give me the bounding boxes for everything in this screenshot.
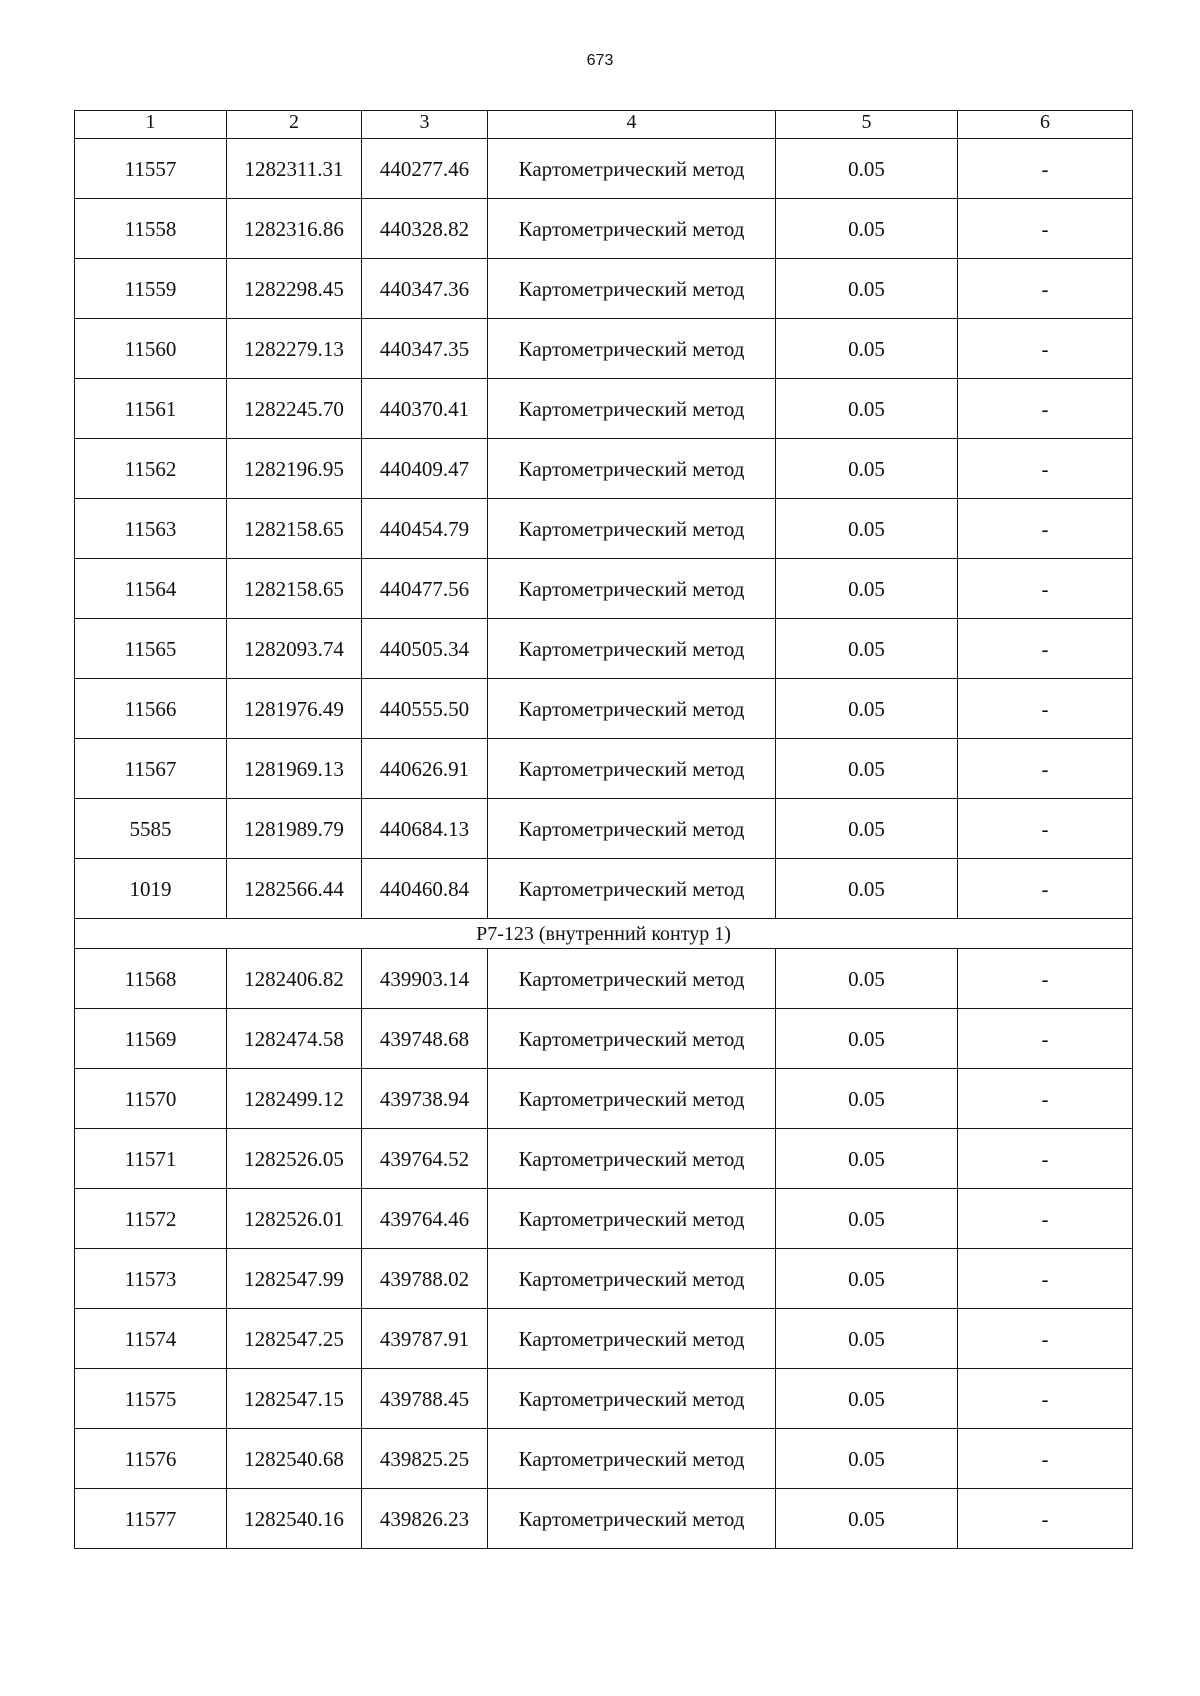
point-number-cell: 1019: [75, 859, 227, 919]
header-cell-4: 4: [488, 111, 776, 139]
table-row: [75, 319, 1133, 379]
method-cell: Картометрический метод: [488, 949, 776, 1009]
method-cell: Картометрический метод: [488, 1189, 776, 1249]
y-coordinate-cell: 440477.56: [362, 559, 488, 619]
header-cell-3: 3: [362, 111, 488, 139]
y-coordinate-cell: 439788.45: [362, 1369, 488, 1429]
point-number-cell: 11561: [75, 379, 227, 439]
accuracy-cell: 0.05: [776, 679, 958, 739]
accuracy-cell: 0.05: [776, 1489, 958, 1549]
table-row: [75, 439, 1133, 499]
y-coordinate-cell: 439903.14: [362, 949, 488, 1009]
note-cell: -: [958, 799, 1133, 859]
point-number-cell: 11562: [75, 439, 227, 499]
accuracy-cell: 0.05: [776, 1009, 958, 1069]
point-number-cell: 11569: [75, 1009, 227, 1069]
y-coordinate-cell: 439738.94: [362, 1069, 488, 1129]
x-coordinate-cell: 1282540.68: [227, 1429, 362, 1489]
note-cell: -: [958, 379, 1133, 439]
method-cell: Картометрический метод: [488, 319, 776, 379]
note-cell: -: [958, 1429, 1133, 1489]
method-cell: Картометрический метод: [488, 559, 776, 619]
table-row: [75, 799, 1133, 859]
accuracy-cell: 0.05: [776, 1249, 958, 1309]
accuracy-cell: 0.05: [776, 319, 958, 379]
accuracy-cell: 0.05: [776, 799, 958, 859]
x-coordinate-cell: 1282196.95: [227, 439, 362, 499]
method-cell: Картометрический метод: [488, 139, 776, 199]
table-row: [75, 259, 1133, 319]
x-coordinate-cell: 1282158.65: [227, 559, 362, 619]
table-row: [75, 1369, 1133, 1429]
x-coordinate-cell: 1282547.25: [227, 1309, 362, 1369]
y-coordinate-cell: 440370.41: [362, 379, 488, 439]
y-coordinate-cell: 440460.84: [362, 859, 488, 919]
table-header-row: [75, 111, 1133, 139]
y-coordinate-cell: 440347.36: [362, 259, 488, 319]
x-coordinate-cell: 1282298.45: [227, 259, 362, 319]
y-coordinate-cell: 440505.34: [362, 619, 488, 679]
note-cell: -: [958, 139, 1133, 199]
x-coordinate-cell: 1282499.12: [227, 1069, 362, 1129]
note-cell: -: [958, 949, 1133, 1009]
table-row: [75, 499, 1133, 559]
accuracy-cell: 0.05: [776, 1309, 958, 1369]
accuracy-cell: 0.05: [776, 859, 958, 919]
point-number-cell: 5585: [75, 799, 227, 859]
table-row: [75, 1129, 1133, 1189]
method-cell: Картометрический метод: [488, 619, 776, 679]
x-coordinate-cell: 1282406.82: [227, 949, 362, 1009]
point-number-cell: 11565: [75, 619, 227, 679]
note-cell: -: [958, 1249, 1133, 1309]
method-cell: Картометрический метод: [488, 679, 776, 739]
section-row: [75, 919, 1133, 949]
header-cell-1: 1: [75, 111, 227, 139]
table-row: [75, 1489, 1133, 1549]
x-coordinate-cell: 1282526.05: [227, 1129, 362, 1189]
point-number-cell: 11563: [75, 499, 227, 559]
x-coordinate-cell: 1282279.13: [227, 319, 362, 379]
method-cell: Картометрический метод: [488, 499, 776, 559]
accuracy-cell: 0.05: [776, 739, 958, 799]
table-row: [75, 619, 1133, 679]
note-cell: -: [958, 319, 1133, 379]
y-coordinate-cell: 439764.52: [362, 1129, 488, 1189]
y-coordinate-cell: 440347.35: [362, 319, 488, 379]
method-cell: Картометрический метод: [488, 199, 776, 259]
accuracy-cell: 0.05: [776, 379, 958, 439]
table-row: [75, 1309, 1133, 1369]
point-number-cell: 11570: [75, 1069, 227, 1129]
table-row: [75, 859, 1133, 919]
note-cell: -: [958, 619, 1133, 679]
point-number-cell: 11557: [75, 139, 227, 199]
note-cell: -: [958, 859, 1133, 919]
x-coordinate-cell: 1281989.79: [227, 799, 362, 859]
table-body: [75, 111, 1133, 1549]
table-row: [75, 1249, 1133, 1309]
note-cell: -: [958, 1129, 1133, 1189]
table-row: [75, 1429, 1133, 1489]
y-coordinate-cell: 440454.79: [362, 499, 488, 559]
page-number: 673: [586, 52, 614, 69]
method-cell: Картометрический метод: [488, 439, 776, 499]
x-coordinate-cell: 1282311.31: [227, 139, 362, 199]
x-coordinate-cell: 1282526.01: [227, 1189, 362, 1249]
y-coordinate-cell: 439764.46: [362, 1189, 488, 1249]
accuracy-cell: 0.05: [776, 1369, 958, 1429]
point-number-cell: 11571: [75, 1129, 227, 1189]
note-cell: -: [958, 739, 1133, 799]
y-coordinate-cell: 439825.25: [362, 1429, 488, 1489]
y-coordinate-cell: 439826.23: [362, 1489, 488, 1549]
x-coordinate-cell: 1281976.49: [227, 679, 362, 739]
section-label: Р7-123 (внутренний контур 1): [75, 919, 1133, 949]
accuracy-cell: 0.05: [776, 1189, 958, 1249]
point-number-cell: 11577: [75, 1489, 227, 1549]
method-cell: Картометрический метод: [488, 1429, 776, 1489]
accuracy-cell: 0.05: [776, 439, 958, 499]
method-cell: Картометрический метод: [488, 1309, 776, 1369]
note-cell: -: [958, 1489, 1133, 1549]
method-cell: Картометрический метод: [488, 1069, 776, 1129]
method-cell: Картометрический метод: [488, 859, 776, 919]
y-coordinate-cell: 440328.82: [362, 199, 488, 259]
note-cell: -: [958, 199, 1133, 259]
point-number-cell: 11574: [75, 1309, 227, 1369]
x-coordinate-cell: 1282547.15: [227, 1369, 362, 1429]
accuracy-cell: 0.05: [776, 139, 958, 199]
table-row: [75, 559, 1133, 619]
point-number-cell: 11564: [75, 559, 227, 619]
method-cell: Картометрический метод: [488, 799, 776, 859]
accuracy-cell: 0.05: [776, 559, 958, 619]
x-coordinate-cell: 1282566.44: [227, 859, 362, 919]
note-cell: -: [958, 259, 1133, 319]
x-coordinate-cell: 1282474.58: [227, 1009, 362, 1069]
header-cell-5: 5: [776, 111, 958, 139]
table-row: [75, 139, 1133, 199]
table-row: [75, 199, 1133, 259]
point-number-cell: 11566: [75, 679, 227, 739]
header-cell-6: 6: [958, 111, 1133, 139]
note-cell: -: [958, 1069, 1133, 1129]
note-cell: -: [958, 1009, 1133, 1069]
note-cell: -: [958, 1309, 1133, 1369]
point-number-cell: 11558: [75, 199, 227, 259]
note-cell: -: [958, 499, 1133, 559]
table-row: [75, 739, 1133, 799]
note-cell: -: [958, 679, 1133, 739]
method-cell: Картометрический метод: [488, 1009, 776, 1069]
accuracy-cell: 0.05: [776, 1429, 958, 1489]
point-number-cell: 11568: [75, 949, 227, 1009]
x-coordinate-cell: 1282093.74: [227, 619, 362, 679]
table-row: [75, 1009, 1133, 1069]
y-coordinate-cell: 439788.02: [362, 1249, 488, 1309]
table-row: [75, 679, 1133, 739]
accuracy-cell: 0.05: [776, 499, 958, 559]
method-cell: Картометрический метод: [488, 1489, 776, 1549]
y-coordinate-cell: 440555.50: [362, 679, 488, 739]
method-cell: Картометрический метод: [488, 1249, 776, 1309]
header-cell-2: 2: [227, 111, 362, 139]
accuracy-cell: 0.05: [776, 199, 958, 259]
coordinates-table: [74, 110, 1133, 1549]
method-cell: Картометрический метод: [488, 259, 776, 319]
x-coordinate-cell: 1281969.13: [227, 739, 362, 799]
method-cell: Картометрический метод: [488, 1129, 776, 1189]
point-number-cell: 11573: [75, 1249, 227, 1309]
accuracy-cell: 0.05: [776, 1129, 958, 1189]
x-coordinate-cell: 1282540.16: [227, 1489, 362, 1549]
y-coordinate-cell: 440277.46: [362, 139, 488, 199]
point-number-cell: 11576: [75, 1429, 227, 1489]
x-coordinate-cell: 1282158.65: [227, 499, 362, 559]
note-cell: -: [958, 439, 1133, 499]
point-number-cell: 11567: [75, 739, 227, 799]
table-row: [75, 1069, 1133, 1129]
method-cell: Картометрический метод: [488, 379, 776, 439]
y-coordinate-cell: 439787.91: [362, 1309, 488, 1369]
point-number-cell: 11572: [75, 1189, 227, 1249]
y-coordinate-cell: 440684.13: [362, 799, 488, 859]
point-number-cell: 11560: [75, 319, 227, 379]
method-cell: Картометрический метод: [488, 739, 776, 799]
accuracy-cell: 0.05: [776, 949, 958, 1009]
point-number-cell: 11559: [75, 259, 227, 319]
table-row: [75, 379, 1133, 439]
y-coordinate-cell: 440409.47: [362, 439, 488, 499]
table-row: [75, 949, 1133, 1009]
x-coordinate-cell: 1282547.99: [227, 1249, 362, 1309]
note-cell: -: [958, 1189, 1133, 1249]
table-row: [75, 1189, 1133, 1249]
accuracy-cell: 0.05: [776, 619, 958, 679]
point-number-cell: 11575: [75, 1369, 227, 1429]
x-coordinate-cell: 1282316.86: [227, 199, 362, 259]
accuracy-cell: 0.05: [776, 259, 958, 319]
method-cell: Картометрический метод: [488, 1369, 776, 1429]
note-cell: -: [958, 1369, 1133, 1429]
y-coordinate-cell: 440626.91: [362, 739, 488, 799]
y-coordinate-cell: 439748.68: [362, 1009, 488, 1069]
x-coordinate-cell: 1282245.70: [227, 379, 362, 439]
accuracy-cell: 0.05: [776, 1069, 958, 1129]
note-cell: -: [958, 559, 1133, 619]
